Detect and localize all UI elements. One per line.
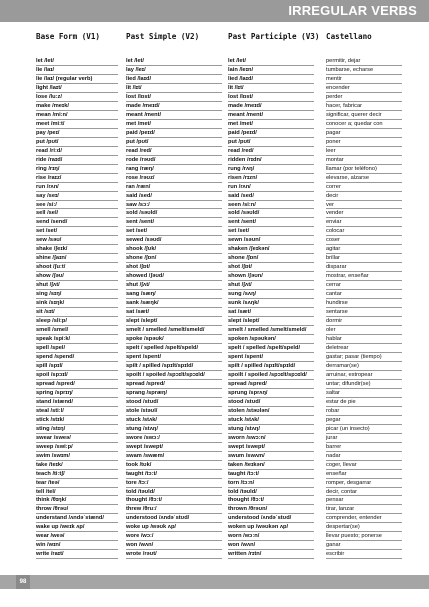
past-participle-cell: spoken /spəʊkən/ (228, 336, 276, 343)
past-participle-cell: met /met/ (228, 120, 253, 127)
verb-table (0, 57, 429, 559)
castellano-cell: poner (326, 138, 341, 145)
table-row (0, 138, 429, 147)
past-simple-cell: spoke /spəʊk/ (126, 336, 164, 343)
header-bar (0, 0, 429, 22)
castellano-cell: pegar (326, 416, 341, 423)
castellano-cell: conocer a; quedar con (326, 120, 383, 127)
base-form-cell: spend /spend/ (36, 353, 75, 360)
past-simple-cell: won /wʌn/ (126, 542, 154, 549)
table-row (0, 335, 429, 344)
past-participle-cell: risen /rɪzn/ (228, 174, 258, 181)
castellano-cell: llevar puesto; ponerse (326, 533, 382, 540)
past-simple-cell: swore /swɔː/ (126, 434, 160, 441)
past-participle-cell: let /let/ (228, 58, 247, 64)
table-row (0, 147, 429, 156)
base-form-cell: shake /ʃeɪk/ (36, 246, 68, 253)
table-row (0, 129, 429, 138)
past-simple-cell: taught /tɔːt/ (126, 470, 157, 477)
column-header-past-simple: Past Simple (V2) (126, 32, 200, 41)
table-row (0, 505, 429, 514)
past-simple-cell: paid /peɪd/ (126, 129, 155, 136)
castellano-cell: saltar (326, 389, 340, 396)
base-form-cell: stick /stɪk/ (36, 416, 65, 423)
castellano-cell: disparar (326, 264, 347, 271)
castellano-cell: mentir (326, 75, 342, 82)
table-row (0, 227, 429, 236)
past-participle-cell: lied /laɪd/ (228, 75, 254, 82)
past-participle-cell: shut /ʃʌt/ (228, 282, 252, 289)
past-participle-cell: smelt / smelled /smelt/smeld/ (228, 327, 307, 334)
base-form-cell: sink /sɪŋk/ (36, 300, 65, 307)
past-simple-cell: told /təʊld/ (126, 488, 155, 495)
castellano-cell: comprender, entender (326, 515, 382, 522)
base-form-cell: spread /spred/ (36, 380, 75, 387)
past-simple-cell: met /met/ (126, 120, 151, 127)
castellano-cell: perder (326, 93, 343, 100)
past-simple-cell: sewed /səʊd/ (126, 237, 162, 244)
past-participle-cell: said /sed/ (228, 192, 254, 199)
base-form-cell: put /pʊt/ (36, 138, 59, 145)
page-number: 98 (16, 575, 30, 589)
castellano-cell: cantar (326, 291, 342, 298)
castellano-cell: hablar (326, 336, 342, 343)
past-simple-cell: made /meɪd/ (126, 102, 160, 109)
table-row (0, 541, 429, 550)
past-simple-cell: shot /ʃɒt/ (126, 264, 151, 271)
castellano-cell: deletrear (326, 345, 349, 351)
past-participle-cell: spread /spred/ (228, 380, 267, 387)
base-form-cell: ring /rɪŋ/ (36, 165, 60, 172)
past-participle-cell: spent /spent/ (228, 353, 264, 360)
base-form-cell: meet /miːt/ (36, 120, 65, 127)
base-form-cell: lie /laɪ/ (36, 66, 55, 73)
castellano-cell: montar (326, 156, 344, 163)
past-simple-cell: rode /rəʊd/ (126, 156, 156, 163)
base-form-cell: mean /miːn/ (36, 111, 68, 118)
past-participle-cell: told /təʊld/ (228, 488, 257, 495)
table-row (0, 84, 429, 93)
past-participle-cell: understood /ʌndəˈstʊd/ (228, 515, 292, 522)
base-form-cell: swim /swɪm/ (36, 452, 70, 459)
castellano-cell: oler (326, 327, 336, 334)
castellano-cell: enseñar (326, 470, 347, 477)
table-row (0, 317, 429, 326)
castellano-cell: picar (un insecto) (326, 425, 370, 432)
past-simple-cell: spread /spred/ (126, 380, 165, 387)
past-simple-cell: spilt / spilled /spɪlt/spɪld/ (126, 362, 194, 369)
page-title: IRREGULAR VERBS (288, 3, 417, 18)
past-simple-cell: shook /ʃʊk/ (126, 246, 157, 253)
table-row (0, 488, 429, 497)
table-row (0, 532, 429, 541)
past-simple-cell: lost /lɒst/ (126, 93, 151, 100)
base-form-cell: sell /sel/ (36, 210, 59, 217)
table-row (0, 120, 429, 129)
base-form-cell: sing /sɪŋ/ (36, 291, 62, 298)
table-row (0, 371, 429, 380)
castellano-cell: gastar; pasar (tiempo) (326, 353, 382, 360)
past-simple-cell: sold /səʊld/ (126, 210, 158, 217)
row-divider (326, 558, 402, 559)
base-form-cell: shoot /ʃuːt/ (36, 264, 66, 271)
castellano-cell: tirar, lanzar (326, 506, 355, 513)
castellano-cell: decir, contar (326, 488, 357, 495)
past-simple-cell: lit /lɪt/ (126, 84, 142, 91)
past-participle-cell: made /meɪd/ (228, 102, 262, 109)
past-participle-cell: lit /lɪt/ (228, 84, 244, 91)
base-form-cell: set /set/ (36, 228, 58, 235)
base-form-cell: steal /stiːl/ (36, 407, 64, 414)
castellano-cell: pagar (326, 129, 341, 136)
castellano-cell: arruinar, estropear (326, 371, 373, 378)
base-form-cell: lie /laɪ/ (regular verb) (36, 75, 93, 82)
castellano-cell: coger, llevar (326, 461, 357, 468)
table-row (0, 290, 429, 299)
past-simple-cell: wrote /rəʊt/ (126, 551, 157, 558)
footer-bar (0, 575, 429, 589)
past-simple-cell: shut /ʃʌt/ (126, 282, 150, 289)
past-participle-cell: paid /peɪd/ (228, 129, 257, 136)
base-form-cell: run /rʌn/ (36, 183, 59, 190)
column-header-past-participle: Past Participle (V3) (228, 32, 320, 41)
table-row (0, 93, 429, 102)
base-form-cell: win /wɪn/ (36, 542, 61, 549)
past-simple-cell: spelt / spelled /spelt/speld/ (126, 345, 199, 351)
castellano-cell: coser (326, 237, 340, 244)
past-participle-cell: slept /slept/ (228, 318, 260, 325)
base-form-cell: spoil /spɔɪl/ (36, 371, 68, 378)
past-participle-cell: spilt / spilled /spɪlt/spɪld/ (228, 362, 296, 369)
table-row (0, 281, 429, 290)
table-row (0, 443, 429, 452)
row-divider (126, 558, 222, 559)
castellano-cell: nadar (326, 452, 341, 459)
base-form-cell: throw /θrəʊ/ (36, 506, 69, 513)
castellano-cell: mostrar, enseñar (326, 273, 369, 280)
past-participle-cell: swum /swʌm/ (228, 452, 265, 459)
base-form-cell: ride /raɪd/ (36, 156, 63, 163)
past-participle-cell: read /red/ (228, 147, 254, 154)
base-form-cell: light /laɪt/ (36, 84, 62, 91)
castellano-cell: permitir, dejar (326, 58, 361, 64)
past-participle-cell: meant /ment/ (228, 111, 264, 118)
past-simple-cell: took /tʊk/ (126, 461, 152, 468)
past-participle-cell: sewn /səʊn/ (228, 237, 261, 244)
past-participle-cell: won /wʌn/ (228, 542, 256, 549)
table-row (0, 326, 429, 335)
row-divider (228, 558, 314, 559)
base-form-cell: swear /sweə/ (36, 434, 71, 441)
table-header (0, 32, 429, 44)
base-form-cell: write /raɪt/ (36, 551, 64, 558)
table-row (0, 344, 429, 353)
table-row (0, 389, 429, 398)
past-participle-cell: ridden /rɪdn/ (228, 156, 262, 163)
table-row (0, 407, 429, 416)
base-form-cell: teach /tiːtʃ/ (36, 470, 65, 477)
past-participle-cell: stung /stʌŋ/ (228, 425, 260, 432)
table-row (0, 156, 429, 165)
base-form-cell: let /let/ (36, 58, 55, 64)
past-participle-cell: lain /leɪn/ (228, 66, 254, 73)
past-participle-cell: lost /lɒst/ (228, 93, 253, 100)
table-row (0, 416, 429, 425)
past-simple-cell: stood /stʊd/ (126, 398, 159, 405)
table-row (0, 272, 429, 281)
past-simple-cell: put /pʊt/ (126, 138, 149, 145)
past-simple-cell: set /set/ (126, 228, 148, 235)
base-form-cell: wear /weə/ (36, 533, 65, 540)
castellano-cell: despertar(se) (326, 524, 360, 531)
base-form-cell: say /seɪ/ (36, 192, 59, 199)
base-form-cell: smell /smel/ (36, 327, 69, 334)
table-row (0, 452, 429, 461)
castellano-cell: leer (326, 147, 336, 154)
past-participle-cell: thought /θɔːt/ (228, 497, 264, 504)
table-row (0, 236, 429, 245)
table-row (0, 362, 429, 371)
table-row (0, 434, 429, 443)
past-participle-cell: sung /sʌŋ/ (228, 291, 257, 298)
past-simple-cell: stuck /stʌk/ (126, 416, 157, 423)
past-simple-cell: stole /stəʊl/ (126, 407, 158, 414)
base-form-cell: read /riːd/ (36, 147, 62, 154)
past-simple-cell: woke up /wəʊk ʌp/ (126, 524, 176, 531)
table-row (0, 66, 429, 75)
past-participle-cell: seen /siːn/ (228, 201, 256, 208)
table-row (0, 57, 429, 66)
table-row (0, 165, 429, 174)
castellano-cell: llamar (por teléfono) (326, 165, 377, 172)
castellano-cell: dormir (326, 318, 343, 325)
castellano-cell: estar de pie (326, 398, 356, 405)
castellano-cell: ganar (326, 542, 341, 549)
castellano-cell: decir (326, 192, 339, 199)
past-simple-cell: wore /wɔː/ (126, 533, 154, 540)
castellano-cell: pensar (326, 497, 344, 504)
table-row (0, 75, 429, 84)
past-simple-cell: slept /slept/ (126, 318, 158, 325)
past-simple-cell: saw /sɔː/ (126, 201, 150, 208)
past-simple-cell: stung /stʌŋ/ (126, 425, 158, 432)
base-form-cell: spring /sprɪŋ/ (36, 389, 73, 396)
past-simple-cell: spoilt / spoiled /spɔɪlt/spɔɪld/ (126, 371, 205, 378)
table-row (0, 201, 429, 210)
row-divider (36, 558, 118, 559)
past-simple-cell: smelt / smelled /smelt/smeld/ (126, 327, 205, 334)
base-form-cell: sew /səʊ/ (36, 237, 62, 244)
past-participle-cell: sprung /sprʌŋ/ (228, 389, 268, 396)
past-participle-cell: torn /tɔːn/ (228, 479, 255, 486)
past-simple-cell: spent /spent/ (126, 353, 162, 360)
base-form-cell: see /siː/ (36, 201, 57, 208)
table-row (0, 102, 429, 111)
base-form-cell: shine /ʃaɪn/ (36, 255, 67, 262)
table-row (0, 425, 429, 434)
table-row (0, 245, 429, 254)
past-participle-cell: shaken /ʃeɪkən/ (228, 246, 270, 253)
table-row (0, 461, 429, 470)
table-row (0, 209, 429, 218)
past-simple-cell: read /red/ (126, 147, 152, 154)
past-participle-cell: taken /teɪkən/ (228, 461, 265, 468)
base-form-cell: sweep /swiːp/ (36, 443, 73, 450)
past-participle-cell: put /pʊt/ (228, 138, 251, 145)
castellano-cell: derramar(se) (326, 362, 359, 369)
past-simple-cell: threw /θruː/ (126, 506, 157, 513)
base-form-cell: show /ʃəʊ/ (36, 273, 64, 280)
castellano-cell: barrer (326, 443, 342, 450)
past-simple-cell: said /sed/ (126, 192, 152, 199)
column-header-castellano: Castellano (326, 32, 372, 41)
past-participle-cell: rung /rʌŋ/ (228, 165, 255, 172)
past-simple-cell: let /let/ (126, 58, 145, 64)
past-participle-cell: stood /stʊd/ (228, 398, 261, 405)
past-simple-cell: sat /sæt/ (126, 309, 150, 316)
castellano-cell: hacer, fabricar (326, 102, 363, 109)
base-form-cell: pay /peɪ/ (36, 129, 60, 136)
base-form-cell: make /meɪk/ (36, 102, 69, 109)
past-simple-cell: tore /tɔː/ (126, 479, 149, 486)
past-simple-cell: lied /laɪd/ (126, 75, 152, 82)
past-participle-cell: sent /sent/ (228, 219, 257, 226)
past-participle-cell: shone /ʃɒn/ (228, 255, 259, 262)
past-simple-cell: swept /swept/ (126, 443, 163, 450)
base-form-cell: spell /spel/ (36, 345, 66, 351)
past-simple-cell: lay /leɪ/ (126, 66, 146, 73)
table-row (0, 353, 429, 362)
past-simple-cell: showed /ʃəʊd/ (126, 273, 164, 280)
table-row (0, 299, 429, 308)
table-row (0, 398, 429, 407)
past-simple-cell: sank /sæŋk/ (126, 300, 159, 307)
past-simple-cell: thought /θɔːt/ (126, 497, 162, 504)
castellano-cell: robar (326, 407, 340, 414)
table-row (0, 523, 429, 532)
past-simple-cell: ran /ræn/ (126, 183, 151, 190)
castellano-cell: enviar (326, 219, 342, 226)
castellano-cell: agitar (326, 246, 341, 253)
past-simple-cell: swam /swæm/ (126, 452, 165, 459)
table-row (0, 380, 429, 389)
castellano-cell: colocar (326, 228, 345, 235)
table-row (0, 111, 429, 120)
castellano-cell: tumbarse, echarse (326, 66, 374, 73)
castellano-cell: hundirse (326, 300, 348, 307)
past-participle-cell: stuck /stʌk/ (228, 416, 259, 423)
table-row (0, 183, 429, 192)
column-header-base-form: Base Form (V1) (36, 32, 101, 41)
castellano-cell: jurar (326, 434, 338, 441)
table-row (0, 308, 429, 317)
base-form-cell: sting /stɪŋ/ (36, 425, 66, 432)
castellano-cell: vender (326, 210, 344, 217)
table-row (0, 254, 429, 263)
table-row (0, 550, 429, 559)
base-form-cell: sleep /sliːp/ (36, 318, 67, 325)
past-participle-cell: woken up /wəʊkən ʌp/ (228, 524, 289, 531)
past-participle-cell: written /rɪtn/ (228, 551, 262, 558)
table-row (0, 470, 429, 479)
past-participle-cell: run /rʌn/ (228, 183, 251, 190)
past-simple-cell: meant /ment/ (126, 111, 162, 118)
table-row (0, 174, 429, 183)
castellano-cell: encender (326, 84, 350, 91)
past-participle-cell: swept /swept/ (228, 443, 265, 450)
castellano-cell: elevarse, alzarse (326, 174, 369, 181)
past-participle-cell: set /set/ (228, 228, 250, 235)
table-row (0, 263, 429, 272)
past-participle-cell: sunk /sʌŋk/ (228, 300, 259, 307)
table-row (0, 479, 429, 488)
castellano-cell: correr (326, 183, 341, 190)
past-simple-cell: understood /ʌndəˈstʊd/ (126, 515, 190, 522)
table-row (0, 192, 429, 201)
past-participle-cell: taught /tɔːt/ (228, 470, 259, 477)
table-row (0, 514, 429, 523)
castellano-cell: cerrar (326, 282, 341, 289)
past-simple-cell: sent /sent/ (126, 219, 155, 226)
past-simple-cell: shone /ʃɒn/ (126, 255, 157, 262)
base-form-cell: rise /raɪz/ (36, 174, 62, 181)
castellano-cell: significar, querer decir (326, 111, 382, 118)
base-form-cell: think /θɪŋk/ (36, 497, 67, 504)
table-row (0, 218, 429, 227)
past-participle-cell: shot /ʃɒt/ (228, 264, 253, 271)
castellano-cell: romper, desgarrar (326, 479, 372, 486)
castellano-cell: escribir (326, 551, 345, 558)
past-simple-cell: sprang /spræŋ/ (126, 389, 168, 396)
base-form-cell: lose /luːz/ (36, 93, 62, 100)
past-simple-cell: rang /ræŋ/ (126, 165, 154, 172)
past-participle-cell: spelt / spelled /spelt/speld/ (228, 345, 301, 351)
base-form-cell: stand /stænd/ (36, 398, 73, 405)
base-form-cell: tear /teə/ (36, 479, 60, 486)
past-simple-cell: sang /sæŋ/ (126, 291, 156, 298)
table-row (0, 496, 429, 505)
past-simple-cell: rose /rəʊz/ (126, 174, 155, 181)
base-form-cell: tell /tel/ (36, 488, 56, 495)
castellano-cell: ver (326, 201, 334, 208)
base-form-cell: spill /spɪl/ (36, 362, 63, 369)
base-form-cell: sit /sɪt/ (36, 309, 55, 316)
base-form-cell: send /send/ (36, 219, 68, 226)
base-form-cell: understand /ʌndəˈstænd/ (36, 515, 104, 522)
base-form-cell: speak /spiːk/ (36, 336, 71, 343)
past-participle-cell: worn /wɔːn/ (228, 533, 260, 540)
past-participle-cell: shown /ʃəʊn/ (228, 273, 263, 280)
past-participle-cell: sat /sæt/ (228, 309, 252, 316)
castellano-cell: sentarse (326, 309, 348, 316)
past-participle-cell: stolen /stəʊlən/ (228, 407, 270, 414)
past-participle-cell: spoilt / spoiled /spɔɪlt/spɔɪld/ (228, 371, 307, 378)
base-form-cell: wake up /weɪk ʌp/ (36, 524, 85, 531)
base-form-cell: take /teɪk/ (36, 461, 63, 468)
past-participle-cell: sworn /swɔːn/ (228, 434, 266, 441)
past-participle-cell: sold /səʊld/ (228, 210, 260, 217)
castellano-cell: untar; difundir(se) (326, 380, 371, 387)
past-participle-cell: thrown /θrəʊn/ (228, 506, 268, 513)
castellano-cell: brillar (326, 255, 340, 262)
base-form-cell: shut /ʃʌt/ (36, 282, 60, 289)
